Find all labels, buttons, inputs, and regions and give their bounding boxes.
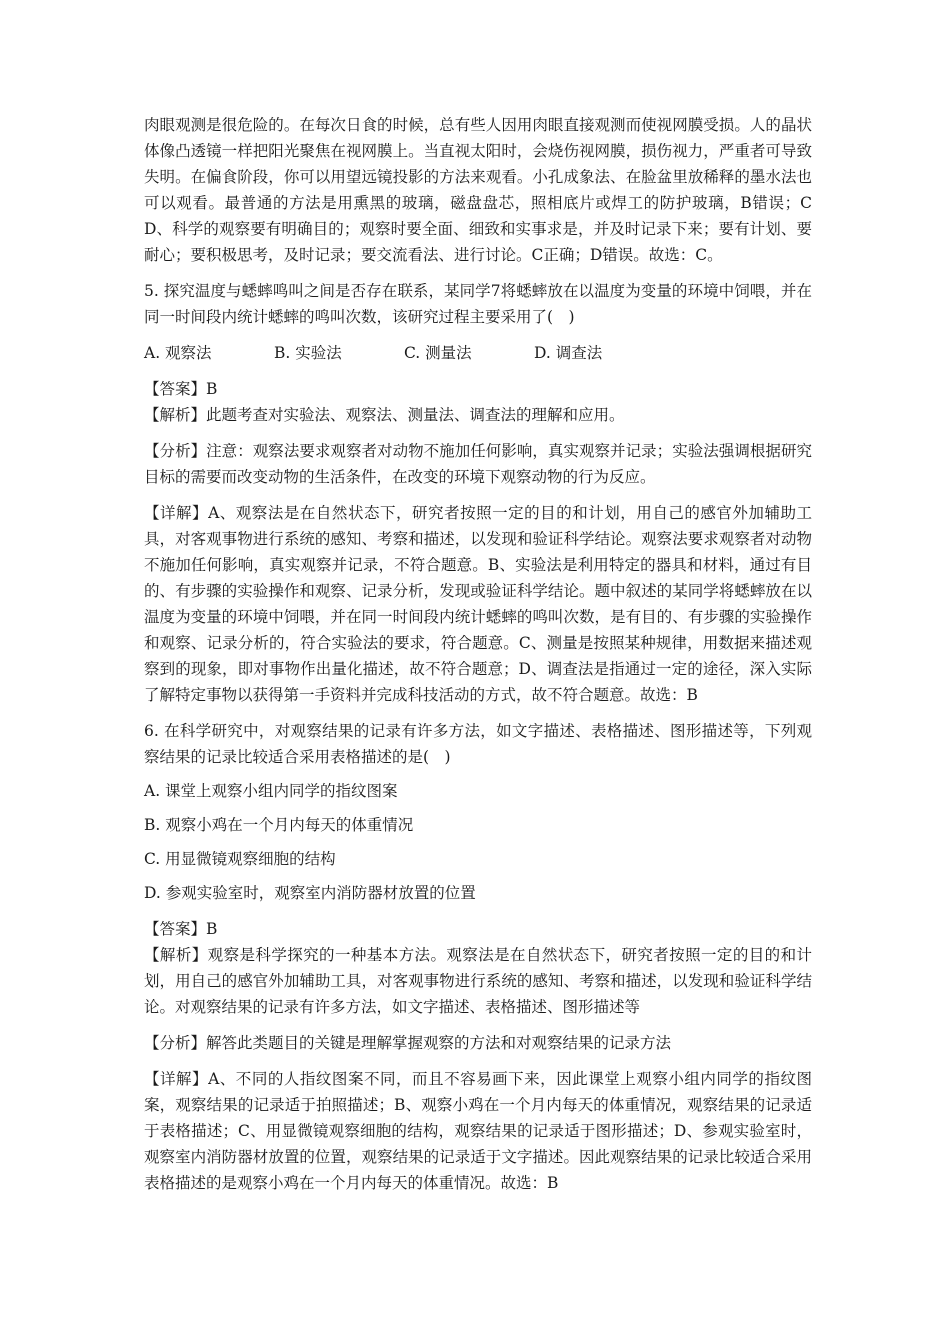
question-6-explanation: 【解析】观察是科学探究的一种基本方法。观察法是在自然状态下，研究者按照一定的目的和计划，用自己的感官外加辅助工具，对客观事物进行系统的感知、考察和描述，以发现和验证科学结论。对观察结果的记录有许多方法，如文字描述、表格描述、图形描述等 xyxy=(144,946,812,1016)
question-5-options xyxy=(144,340,812,366)
question-6-option-c: C. 用显微镜观察细胞的结构 xyxy=(144,850,336,868)
intro-paragraph: 肉眼观测是很危险的。在每次日食的时候，总有些人因用肉眼直接观测而使视网膜受损。人的晶状体像凸透镜一样把阳光聚焦在视网膜上。当直视太阳时，会烧伤视网膜，损伤视力，严重者可导致失明。在偏食阶段，你可以用望远镜投影的方法来观看。小孔成象法、在脸盆里放稀释的墨水法也可以观看。最普通的方法是用熏黑的玻璃，磁盘盘芯，照相底片或焊工的防护玻璃，B错误；CD、科学的观察要有明确目的；观察时要全面、细致和实事求是，并及时记录下来；要有计划、要耐心；要积极思考，及时记录；要交流看法、进行讨论。C正确；D错误。故选：C。 xyxy=(144,116,812,264)
question-6-stem: 6. 在科学研究中，对观察结果的记录有许多方法，如文字描述、表格描述、图形描述等，下列观察结果的记录比较适合采用表格描述的是( ) xyxy=(144,722,812,766)
question-6-detail: 【详解】A、不同的人指纹图案不同，而且不容易画下来，因此课堂上观察小组内同学的指纹图案，观察结果的记录适于拍照描述；B、观察小鸡在一个月内每天的体重情况，观察结果的记录适于表格描述；C、用显微镜观察细胞的结构，观察结果的记录适于图形描述；D、参观实验室时，观察室内消防器材放置的位置，观察结果的记录适于文字描述。因此观察结果的记录比较适合采用表格描述的是观察小鸡在一个月内每天的体重情况。故选：B xyxy=(144,1070,812,1192)
question-5-option-d: D. 调查法 xyxy=(534,344,603,362)
question-6 xyxy=(144,718,812,1196)
question-5-analysis: 【分析】注意：观察法要求观察者对动物不施加任何影响，真实观察并记录；实验法强调根据研究目标的需要而改变动物的生活条件，在改变的环境下观察动物的行为反应。 xyxy=(144,442,812,486)
question-5-option-a: A. 观察法 xyxy=(144,344,212,362)
question-5-option-c: C. 测量法 xyxy=(404,344,472,362)
question-5 xyxy=(144,278,812,708)
question-5-option-b: B. 实验法 xyxy=(274,344,342,362)
question-6-analysis: 【分析】解答此类题目的关键是理解掌握观察的方法和对观察结果的记录方法 xyxy=(144,1034,672,1052)
question-6-option-a: A. 课堂上观察小组内同学的指纹图案 xyxy=(144,782,398,800)
question-5-detail: 【详解】A、观察法是在自然状态下，研究者按照一定的目的和计划，用自己的感官外加辅助工具，对客观事物进行系统的感知、考察和描述，以发现和验证科学结论。观察法要求观察者对动物不施加任何影响，真实观察并记录，不符合题意。B、实验法是利用特定的器具和材料，通过有目的、有步骤的实验操作和观察、记录分析，发现或验证科学结论。题中叙述的某同学将蟋蟀放在以温度为变量的环境中饲喂，并在同一时间段内统计蟋蟀的鸣叫次数，是有目的、有步骤的实验操作和观察、记录分析的，符合实验法的要求，符合题意。C、测量是按照某种规律，用数据来描述观察到的现象，即对事物作出量化描述，故不符合题意；D、调查法是指通过一定的途径，深入实际了解特定事物以获得第一手资料并完成科技活动的方式，故不符合题意。故选：B xyxy=(144,504,812,704)
question-5-stem: 5. 探究温度与蟋蟀鸣叫之间是否存在联系，某同学7将蟋蟀放在以温度为变量的环境中饲喂，并在同一时间段内统计蟋蟀的鸣叫次数，该研究过程主要采用了( ) xyxy=(144,282,812,326)
question-6-answer: 【答案】B xyxy=(144,920,218,938)
question-5-explanation: 【解析】此题考查对实验法、观察法、测量法、调查法的理解和应用。 xyxy=(144,406,625,424)
question-6-option-d: D. 参观实验室时，观察室内消防器材放置的位置 xyxy=(144,884,476,902)
question-6-option-b: B. 观察小鸡在一个月内每天的体重情况 xyxy=(144,816,414,834)
document-page xyxy=(144,112,812,1196)
question-5-answer: 【答案】B xyxy=(144,380,218,398)
